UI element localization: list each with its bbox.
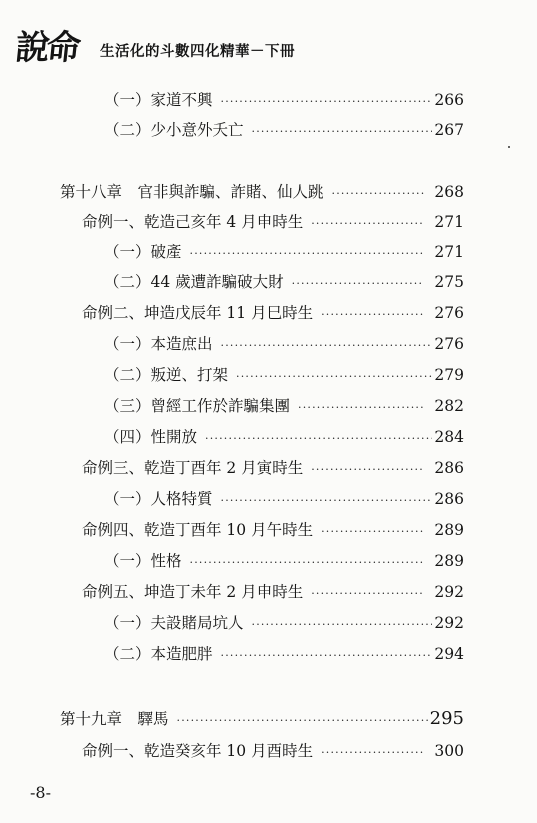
toc-entry-page: 279 (434, 366, 464, 384)
toc-entry-page: 292 (434, 583, 464, 601)
toc-entry-section[interactable] (104, 270, 464, 294)
dot-leader (311, 458, 424, 482)
dot-leader (311, 582, 424, 606)
page-number: -8- (30, 783, 51, 802)
toc-entry-page: 286 (434, 490, 464, 508)
toc-entry-section[interactable] (104, 394, 464, 418)
dot-leader (321, 303, 424, 327)
toc-entry-label: （一）破產 (104, 243, 182, 261)
book-title: 生活化的斗數四化精華－下冊 (100, 44, 295, 60)
toc-entry-label: （一）夫設賭局坑人 (104, 614, 244, 632)
toc-entry-page: 266 (434, 91, 464, 109)
toc-entry-page: 289 (434, 552, 464, 570)
toc-entry-case[interactable] (82, 518, 464, 542)
dot-leader (252, 120, 433, 144)
print-speck (508, 146, 510, 148)
dot-leader (221, 334, 433, 358)
toc-entry-label: 命例三、乾造丁酉年 2 月寅時生 (82, 459, 304, 477)
toc-entry-label: 命例一、乾造己亥年 4 月申時生 (82, 213, 304, 231)
toc-entry-label: （一）人格特質 (104, 490, 213, 508)
dot-leader (190, 242, 425, 266)
toc-entry-label: （二）44 歲遭詐騙破大財 (104, 273, 284, 291)
toc-entry-chapter[interactable] (60, 707, 464, 731)
toc-entry-section[interactable] (104, 425, 464, 449)
toc-entry-label: （一）家道不興 (104, 91, 213, 109)
toc-entry-section[interactable] (104, 611, 464, 635)
dot-leader (205, 427, 432, 451)
toc-entry-label: （二）本造肥胖 (104, 645, 213, 663)
dot-leader (332, 182, 425, 206)
toc-entry-label: 第十八章 官非與詐騙、詐賭、仙人跳 (60, 183, 324, 201)
dot-leader (252, 613, 433, 637)
toc-entry-page: 295 (429, 708, 464, 729)
toc-entry-page: 271 (434, 213, 464, 231)
toc-entry-label: （三）曾經工作於詐騙集團 (104, 397, 291, 415)
toc-entry-page: 289 (434, 521, 464, 539)
toc-entry-section[interactable] (104, 240, 464, 264)
toc-entry-case[interactable] (82, 739, 464, 763)
toc-entry-chapter[interactable] (60, 180, 464, 204)
toc-entry-label: 命例四、乾造丁酉年 10 月午時生 (82, 521, 314, 539)
toc-entry-label: （二）叛逆、打架 (104, 366, 229, 384)
toc-entry-page: 282 (434, 397, 464, 415)
dot-leader (321, 520, 424, 544)
toc-entry-label: （四）性開放 (104, 428, 198, 446)
toc-entry-section[interactable] (104, 363, 464, 387)
toc-entry-case[interactable] (82, 580, 464, 604)
toc-entry-label: 第十九章 驛馬 (60, 710, 169, 728)
toc-entry-label: 命例二、坤造戊辰年 11 月巳時生 (82, 304, 314, 322)
toc-entry-page: 294 (434, 645, 464, 663)
toc-entry-case[interactable] (82, 210, 464, 234)
dot-leader (221, 489, 433, 513)
toc-entry-page: 268 (434, 183, 464, 201)
toc-entry-label: （一）性格 (104, 552, 182, 570)
toc-entry-page: 276 (434, 335, 464, 353)
dot-leader (190, 551, 425, 575)
toc-entry-section[interactable] (104, 549, 464, 573)
toc-entry-section[interactable] (104, 118, 464, 142)
toc-entry-page: 271 (434, 243, 464, 261)
toc-entry-label: 命例一、乾造癸亥年 10 月酉時生 (82, 742, 314, 760)
dot-leader (177, 709, 428, 733)
dot-leader (292, 272, 425, 296)
toc-entry-page: 267 (434, 121, 464, 139)
toc-entry-label: 命例五、坤造丁未年 2 月申時生 (82, 583, 304, 601)
dot-leader (221, 644, 433, 668)
running-header (13, 20, 521, 68)
toc-entry-section[interactable] (104, 487, 464, 511)
dot-leader (311, 212, 424, 236)
toc-entry-page: 276 (434, 304, 464, 322)
toc-entry-case[interactable] (82, 301, 464, 325)
toc-entry-page: 284 (434, 428, 464, 446)
toc-entry-label: （一）本造庶出 (104, 335, 213, 353)
book-logo: 說命 (13, 28, 80, 68)
toc-entry-case[interactable] (82, 456, 464, 480)
toc-entry-section[interactable] (104, 332, 464, 356)
toc-entry-page: 292 (434, 614, 464, 632)
toc-entry-page: 300 (434, 742, 464, 760)
toc-entry-section[interactable] (104, 88, 464, 112)
toc-entry-label: （二）少小意外夭亡 (104, 121, 244, 139)
toc-entry-page: 275 (434, 273, 464, 291)
dot-leader (298, 396, 424, 420)
dot-leader (321, 741, 424, 765)
dot-leader (236, 365, 432, 389)
toc-entry-page: 286 (434, 459, 464, 477)
toc-entry-section[interactable] (104, 642, 464, 666)
dot-leader (221, 90, 433, 114)
